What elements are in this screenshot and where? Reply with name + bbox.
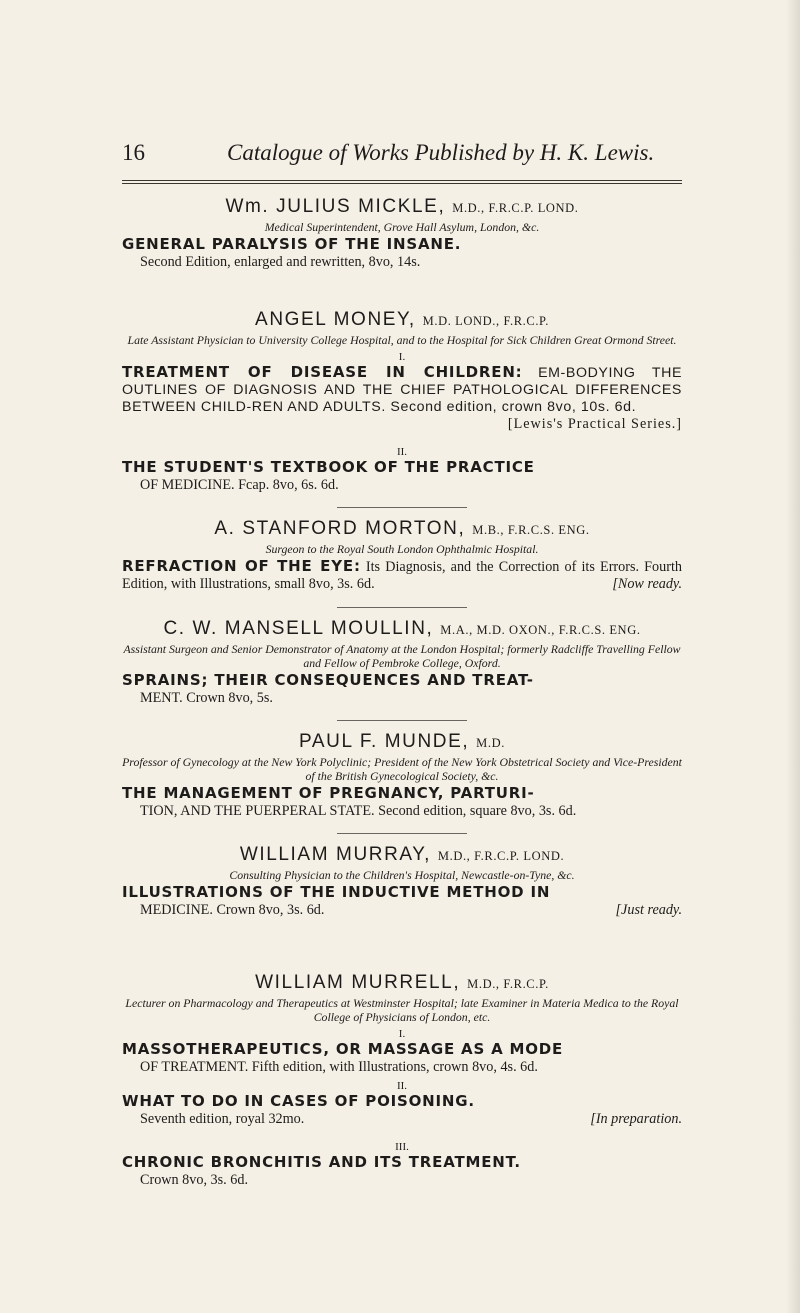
author-qualifications: M.A., M.D. OXON., F.R.C.S. ENG. [440, 623, 641, 638]
work-title: CHRONIC BRONCHITIS AND ITS TREATMENT. [122, 1152, 521, 1171]
work-details: Its Diagnosis, and the Correction of its Errors. Fourth Edition, with Illustrations, small 8vo, 3s. 6d. [122, 559, 682, 593]
work-details: EM-BODYING THE OUTLINES OF DIAGNOSIS AND THE CHIEF PATHOLOGICAL DIFFERENCES BETWEEN CHILD-REN AND ADULTS. Second edition, crown 8vo, 10s. 6d. [122, 365, 683, 415]
author-name: Wm. JULIUS MICKLE, [225, 196, 446, 217]
work-title: REFRACTION OF THE EYE: [122, 557, 361, 576]
author-qualifications: M.B., F.R.C.S. ENG. [472, 523, 590, 538]
work-details: MEDICINE. Crown 8vo, 3s. 6d. [140, 902, 325, 919]
work-details: Seventh edition, royal 32mo. [140, 1110, 305, 1127]
work-details: OF MEDICINE. Fcap. 8vo, 6s. 6d. [140, 477, 339, 494]
work-number: I. [398, 1027, 406, 1040]
author-description: Late Assistant Physician to University College Hospital, and to the Hospital for Sick Children Great Ormond Street. [127, 333, 677, 347]
author-description: Lecturer on Pharmacology and Therapeutics at Westminster Hospital; late Examiner in Materia Medica to the Royal College of Physicians of London, etc. [125, 995, 679, 1024]
author-qualifications: M.D., F.R.C.P. [467, 976, 549, 991]
author-entry [122, 972, 682, 1189]
work-entry [122, 364, 682, 416]
availability-note: [In preparation. [590, 1110, 682, 1127]
author-heading [122, 731, 682, 754]
author-entry [122, 618, 682, 707]
author-qualifications: M.D., F.R.C.P. LOND. [452, 201, 579, 215]
author-qualifications: M.D. LOND., F.R.C.P. [422, 314, 549, 328]
work-details: TION, AND THE PUERPERAL STATE. Second edition, square 8vo, 3s. 6d. [140, 803, 577, 820]
work-number: II. [396, 446, 408, 459]
work-entry [122, 785, 682, 820]
author-name: WILLIAM MURRELL, [255, 971, 461, 993]
author-heading [122, 309, 682, 332]
author-description: Consulting Physician to the Children's Hospital, Newcastle-on-Tyne, &c. [229, 868, 575, 883]
work-details: Second Edition, enlarged and rewritten, 8vo, 14s. [140, 254, 421, 270]
author-entry [122, 844, 682, 919]
work-title: TREATMENT OF DISEASE IN CHILDREN: [122, 363, 523, 381]
work-title: GENERAL PARALYSIS OF THE INSANE. [122, 235, 462, 253]
availability-note: [Now ready. [612, 576, 682, 593]
header-rule-bottom [122, 183, 682, 184]
work-title: MASSOTHERAPEUTICS, OR MASSAGE AS A MODE [122, 1039, 564, 1058]
work-entry [122, 672, 682, 707]
spacer [122, 271, 682, 309]
author-description: Surgeon to the Royal South London Ophthalmic Hospital. [265, 542, 539, 557]
running-title: Catalogue of Works Published by H. K. Lewis. [227, 140, 655, 165]
availability-note: [Just ready. [615, 902, 682, 919]
work-details: MENT. Crown 8vo, 5s. [140, 690, 273, 707]
work-title: WHAT TO DO IN CASES OF POISONING. [122, 1091, 475, 1110]
work-title: THE MANAGEMENT OF PREGNANCY, PARTURI- [122, 784, 535, 803]
author-heading [122, 972, 682, 995]
series-note: [Lewis's Practical Series.] [507, 416, 682, 432]
author-name: ANGEL MONEY, [255, 309, 416, 330]
author-entry [122, 309, 682, 494]
page-edge-shadow [786, 0, 800, 1313]
work-details: Crown 8vo, 3s. 6d. [140, 1171, 248, 1188]
work-entry [122, 236, 682, 271]
author-name: WILLIAM MURRAY, [239, 844, 431, 866]
work-details: OF TREATMENT. Fifth edition, with Illustrations, crown 8vo, 4s. 6d. [140, 1058, 538, 1075]
author-description: Assistant Surgeon and Senior Demonstrator of Anatomy at the London Hospital; formerly Radcliffe Travelling Fellow and Fellow of Pembroke College, Oxford. [123, 642, 681, 671]
author-qualifications: M.D., F.R.C.P. LOND. [437, 849, 565, 864]
author-name: C. W. MANSELL MOULLIN, [163, 618, 434, 640]
work-title: SPRAINS; THEIR CONSEQUENCES AND TREAT- [122, 671, 534, 690]
running-header [122, 136, 682, 176]
work-number: II. [396, 1079, 408, 1092]
author-heading [122, 618, 682, 641]
author-description: Medical Superintendent, Grove Hall Asylum, London, &c. [264, 220, 540, 234]
catalogue-entries [122, 196, 682, 1189]
work-number: I. [398, 351, 406, 363]
section-divider [337, 507, 467, 508]
author-heading [122, 518, 682, 541]
author-qualifications: M.D. [476, 736, 505, 751]
author-heading [122, 196, 682, 219]
author-entry [122, 731, 682, 820]
author-heading [122, 844, 682, 867]
work-entry [122, 1041, 682, 1076]
author-entry [122, 518, 682, 593]
section-divider [337, 607, 467, 608]
page-number: 16 [122, 140, 145, 165]
work-entry [122, 459, 682, 494]
author-name: PAUL F. MUNDE, [299, 731, 470, 753]
work-number: III. [395, 1140, 409, 1153]
section-divider [337, 833, 467, 834]
header-rule-top [122, 180, 682, 181]
work-title: ILLUSTRATIONS OF THE INDUCTIVE METHOD IN [122, 883, 551, 902]
author-name: A. STANFORD MORTON, [214, 518, 466, 540]
section-divider [337, 720, 467, 721]
work-entry [122, 1154, 682, 1189]
author-description: Professor of Gynecology at the New York Polyclinic; President of the New York Obstetrical Society and Vice-President of the British Gynecological Society, &c. [122, 755, 682, 784]
spacer [122, 934, 682, 972]
work-title: THE STUDENT'S TEXTBOOK OF THE PRACTICE [122, 458, 535, 477]
author-entry [122, 196, 682, 271]
